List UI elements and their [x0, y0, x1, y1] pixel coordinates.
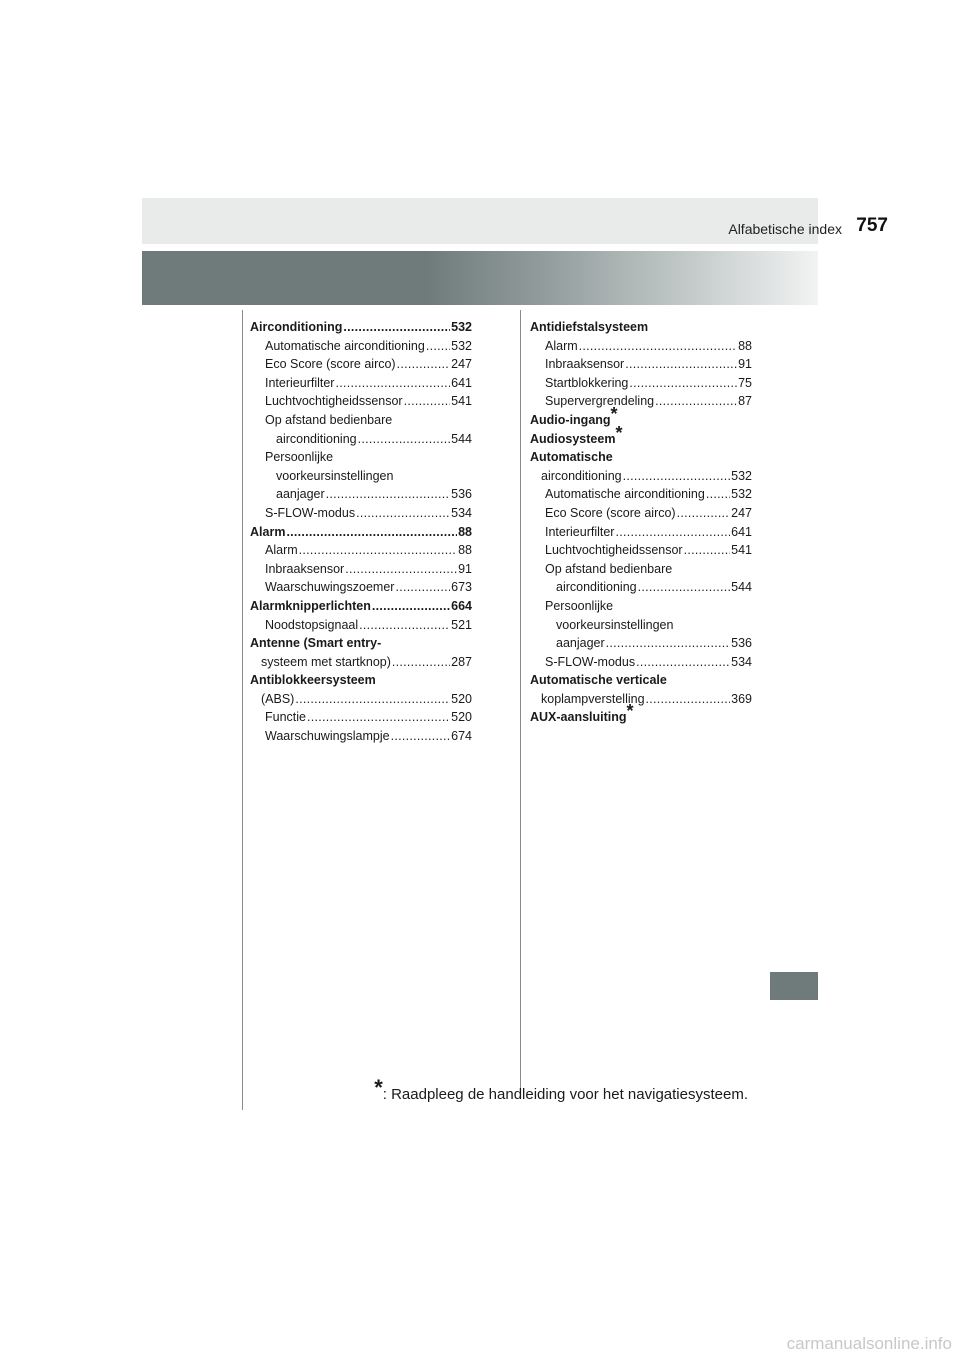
page-reference[interactable]: 544: [451, 431, 472, 446]
index-entry[interactable]: [530, 634, 752, 653]
leader-dots: [606, 634, 730, 653]
entry-text: Luchtvochtigheidssensor: [265, 394, 403, 409]
leader-dots: [615, 523, 730, 542]
leader-dots: [359, 616, 450, 635]
index-entry-label: [530, 560, 752, 579]
page-reference[interactable]: 674: [451, 729, 472, 744]
leader-dots: [295, 690, 450, 709]
page-reference[interactable]: 75: [738, 375, 752, 390]
page-reference[interactable]: 247: [731, 505, 752, 520]
footnote-marker: *: [615, 422, 623, 443]
entry-text: Op afstand bedienbare: [265, 412, 393, 427]
index-column-left: [250, 318, 472, 746]
page-reference[interactable]: 641: [451, 375, 472, 390]
page-reference[interactable]: 534: [731, 654, 752, 669]
leader-dots: [623, 467, 731, 486]
section-title: Alfabetische index: [728, 221, 842, 237]
page-reference[interactable]: 88: [738, 338, 752, 353]
leader-dots: [372, 597, 450, 616]
index-entry[interactable]: [530, 485, 752, 504]
header-band: [142, 198, 818, 244]
leader-dots: [426, 337, 450, 356]
index-entry-label: [530, 616, 752, 635]
index-entry-label: [530, 403, 752, 430]
footnote-marker: *: [626, 701, 634, 722]
page-reference[interactable]: 88: [458, 543, 472, 558]
entry-text: Inbraaksensor: [265, 561, 345, 576]
index-entry-label: [250, 634, 472, 653]
footnote-text: : Raadpleeg de handleiding voor het navigatiesysteem.: [382, 1086, 748, 1103]
entry-text: Alarm: [250, 524, 286, 539]
index-entry[interactable]: [530, 541, 752, 560]
entry-text: Audio-ingang: [530, 412, 611, 427]
index-entry[interactable]: [250, 708, 472, 727]
page-reference[interactable]: 520: [451, 710, 472, 725]
page-reference[interactable]: 247: [451, 357, 472, 372]
leader-dots: [392, 653, 450, 672]
entry-text: Op afstand bedienbare: [545, 561, 673, 576]
entry-text: airconditioning: [276, 431, 357, 446]
page-reference[interactable]: 520: [451, 691, 472, 706]
page-reference[interactable]: 88: [458, 524, 472, 539]
page-reference[interactable]: 532: [731, 468, 752, 483]
entry-text: Alarm: [265, 543, 298, 558]
entry-text: aanjager: [556, 636, 605, 651]
leader-dots: [629, 374, 737, 393]
index-entry[interactable]: [250, 337, 472, 356]
index-entry[interactable]: [250, 653, 472, 672]
index-entry-label: [530, 422, 752, 449]
index-entry[interactable]: [250, 523, 472, 542]
page-number: 757: [856, 215, 888, 236]
entry-text: AUX-aansluiting: [530, 710, 627, 725]
page-reference[interactable]: 91: [458, 561, 472, 576]
entry-text: Automatische airconditioning: [545, 487, 705, 502]
decorative-gradient-band: [142, 251, 818, 305]
entry-text: Waarschuwingslampje: [265, 729, 390, 744]
leader-dots: [579, 337, 737, 356]
entry-text: Luchtvochtigheidssensor: [545, 543, 683, 558]
index-entry[interactable]: [250, 485, 472, 504]
index-entry-label: [530, 318, 752, 337]
entry-text: airconditioning: [556, 580, 637, 595]
entry-text: Interieurfilter: [545, 524, 615, 539]
index-entry[interactable]: [250, 597, 472, 616]
index-entry-label: [250, 671, 472, 690]
entry-text: Automatische airconditioning: [265, 338, 425, 353]
index-entry[interactable]: [250, 374, 472, 393]
index-entry[interactable]: [530, 578, 752, 597]
page-reference[interactable]: 532: [451, 320, 472, 334]
entry-text: airconditioning: [541, 468, 622, 483]
entry-text: Antenne (Smart entry-: [250, 636, 382, 651]
entry-text: Startblokkering: [545, 375, 629, 390]
leader-dots: [326, 485, 450, 504]
entry-text: Inbraaksensor: [545, 357, 625, 372]
entry-text: Antidiefstalsysteem: [530, 320, 649, 334]
leader-dots: [358, 430, 451, 449]
page-reference[interactable]: 536: [731, 636, 752, 651]
leader-dots: [638, 578, 731, 597]
leader-dots: [636, 653, 730, 672]
entry-text: systeem met startknop): [261, 654, 391, 669]
index-entry[interactable]: [530, 523, 752, 542]
page-reference[interactable]: 641: [731, 524, 752, 539]
leader-dots: [286, 523, 457, 542]
index-entry[interactable]: [250, 616, 472, 635]
leader-dots: [684, 541, 731, 560]
index-entry[interactable]: [530, 392, 752, 411]
index-entry[interactable]: [250, 392, 472, 411]
entry-text: Persoonlijke: [265, 450, 334, 465]
page-reference[interactable]: 521: [451, 617, 472, 632]
entry-text: Alarm: [545, 338, 578, 353]
leader-dots: [397, 355, 451, 374]
page-reference[interactable]: 287: [451, 654, 472, 669]
page-reference[interactable]: 541: [731, 543, 752, 558]
index-entry[interactable]: [530, 653, 752, 672]
entry-text: S-FLOW-modus: [265, 505, 356, 520]
index-entry-label: [530, 448, 752, 467]
index-entry[interactable]: [250, 690, 472, 709]
index-entry[interactable]: [250, 504, 472, 523]
entry-text: Eco Score (score airco): [265, 357, 396, 372]
leader-dots: [677, 504, 731, 523]
entry-text: (ABS): [261, 691, 295, 706]
entry-text: Waarschuwingszoemer: [265, 580, 395, 595]
index-entry-label: [530, 597, 752, 616]
leader-dots: [343, 318, 450, 337]
entry-text: Automatische verticale: [530, 673, 667, 688]
leader-dots: [299, 541, 457, 560]
entry-text: Automatische: [530, 450, 613, 465]
footnote-marker: *: [610, 403, 618, 424]
leader-dots: [307, 708, 450, 727]
page-reference[interactable]: 541: [451, 394, 472, 409]
page-reference[interactable]: 534: [451, 505, 472, 520]
index-entry[interactable]: [250, 318, 472, 337]
entry-text: koplampverstelling: [541, 691, 645, 706]
leader-dots: [345, 560, 457, 579]
index-entry[interactable]: [250, 430, 472, 449]
index-entry[interactable]: [530, 374, 752, 393]
thumb-index-tab: [770, 972, 818, 1000]
footnote-star: *: [374, 1075, 383, 1100]
index-entry-label: [530, 671, 752, 690]
entry-text: voorkeursinstellingen: [556, 617, 674, 632]
entry-text: Airconditioning: [250, 320, 343, 334]
index-entry-label: [250, 411, 472, 430]
leader-dots: [391, 727, 451, 746]
page-reference[interactable]: 544: [731, 580, 752, 595]
left-margin-rule: [242, 310, 243, 1110]
index-entry-label: [530, 701, 752, 727]
index-entry-label: [250, 467, 472, 486]
leader-dots: [356, 504, 450, 523]
index-entry[interactable]: [530, 467, 752, 486]
leader-dots: [655, 392, 737, 411]
leader-dots: [625, 355, 737, 374]
watermark: carmanualsonline.info: [786, 1334, 952, 1353]
entry-text: Noodstopsignaal: [265, 617, 359, 632]
page-reference[interactable]: 532: [731, 487, 752, 502]
index-entry[interactable]: [530, 355, 752, 374]
entry-text: Audiosysteem: [530, 431, 616, 446]
page-reference[interactable]: 673: [451, 580, 472, 595]
page-reference[interactable]: 87: [738, 394, 752, 409]
index-entry[interactable]: [530, 504, 752, 523]
index-entry[interactable]: [250, 578, 472, 597]
leader-dots: [706, 485, 730, 504]
leader-dots: [335, 374, 450, 393]
index-entry[interactable]: [250, 560, 472, 579]
index-entry[interactable]: [250, 727, 472, 746]
index-entry[interactable]: [530, 690, 752, 709]
entry-text: aanjager: [276, 487, 325, 502]
leader-dots: [395, 578, 450, 597]
page-reference[interactable]: 664: [451, 598, 472, 613]
leader-dots: [646, 690, 731, 709]
column-divider: [520, 310, 521, 1088]
index-entry[interactable]: [250, 355, 472, 374]
entry-text: voorkeursinstellingen: [276, 468, 394, 483]
entry-text: Alarmknipperlichten: [250, 598, 371, 613]
page-reference[interactable]: 536: [451, 487, 472, 502]
index-entry[interactable]: [530, 337, 752, 356]
page-reference[interactable]: 369: [731, 691, 752, 706]
entry-text: Eco Score (score airco): [545, 505, 676, 520]
page-reference[interactable]: 532: [451, 338, 472, 353]
entry-text: Functie: [265, 710, 306, 725]
index-entry-label: [250, 448, 472, 467]
entry-text: Antiblokkeersysteem: [250, 673, 376, 688]
leader-dots: [404, 392, 451, 411]
page-reference[interactable]: 91: [738, 357, 752, 372]
entry-text: S-FLOW-modus: [545, 654, 636, 669]
entry-text: Interieurfilter: [265, 375, 335, 390]
entry-text: Persoonlijke: [545, 598, 614, 613]
index-column-right: [530, 318, 752, 727]
footnote: [374, 1075, 748, 1103]
index-entry[interactable]: [250, 541, 472, 560]
entry-text: Supervergrendeling: [545, 394, 655, 409]
